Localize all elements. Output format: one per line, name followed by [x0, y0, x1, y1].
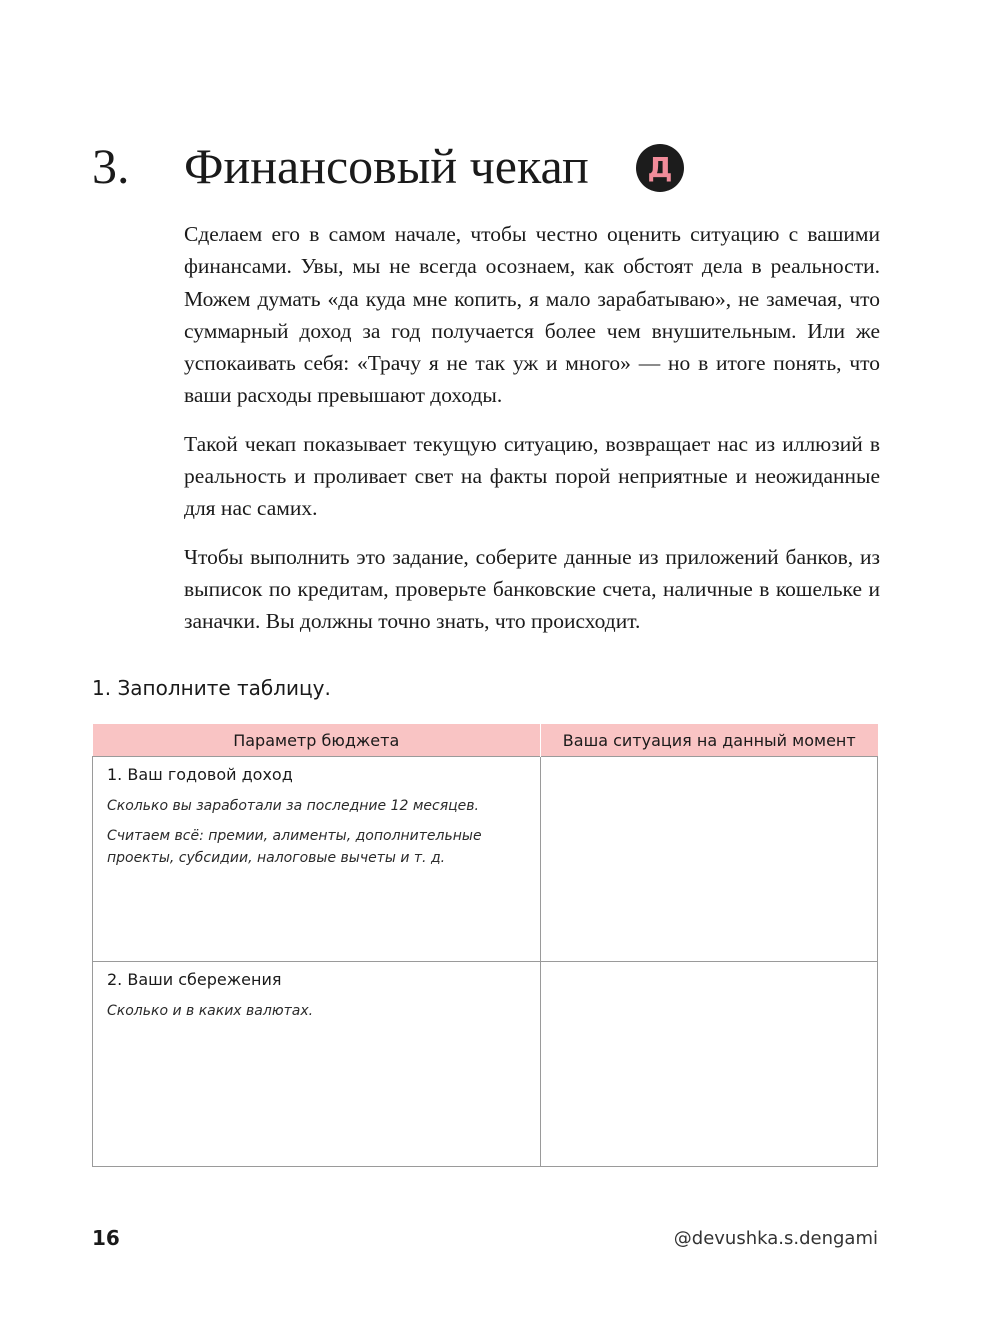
table-header-row — [93, 724, 878, 757]
parameter-title: 1. Ваш годовой доход — [107, 765, 293, 784]
parameter-note: Считаем всё: премии, алименты, дополнительные проекты, субсидии, налоговые вычеты и т. д. — [107, 828, 482, 866]
table-row — [93, 757, 878, 962]
intro-text — [184, 218, 880, 654]
parameter-note: Сколько и в каких валютах. — [107, 1003, 314, 1019]
task-heading: 1. Заполните таблицу. — [92, 676, 331, 700]
paragraph: Сделаем его в самом начале, чтобы честно оценить ситуацию с вашими финансами. Увы, мы не всегда осознаем, как обстоят дела в реальности. Можем думать «да куда мне копить, я мало зарабатываю», не замечая, что суммарный доход за год получается более чем внушительным. Или же успокаивать себя: «Трачу я не так уж и много» — но в итоге понять, что ваши расходы превышают доходы. — [184, 222, 880, 408]
chapter-number: 3. — [92, 138, 130, 194]
parameter-cell — [93, 757, 541, 962]
parameter-title: 2. Ваши сбережения — [107, 970, 282, 989]
column-header-parameter: Параметр бюджета — [93, 724, 541, 757]
column-header-situation: Ваша ситуация на данный момент — [541, 724, 878, 757]
paragraph: Такой чекап показывает текущую ситуацию, возвращает нас из иллюзий в реальность и проливает свет на факты порой неприятные и неожиданные для нас самих. — [184, 431, 880, 521]
chapter-title: Финансовый чекап — [184, 138, 589, 194]
table-row — [93, 962, 878, 1167]
paragraph: Чтобы выполнить это задание, соберите данные из приложений банков, из выписок по кредитам, проверьте банковские счета, наличные в кошельке и заначки. Вы должны точно знать, что происходит. — [184, 544, 880, 634]
section-badge: Д — [636, 144, 684, 192]
answer-cell-income[interactable] — [541, 757, 878, 962]
parameter-cell — [93, 962, 541, 1167]
budget-table — [92, 724, 878, 1167]
answer-cell-savings[interactable] — [541, 962, 878, 1167]
author-handle: @devushka.s.dengami — [673, 1228, 878, 1249]
page-number: 16 — [92, 1226, 120, 1250]
parameter-note: Сколько вы заработали за последние 12 месяцев. — [107, 798, 479, 814]
